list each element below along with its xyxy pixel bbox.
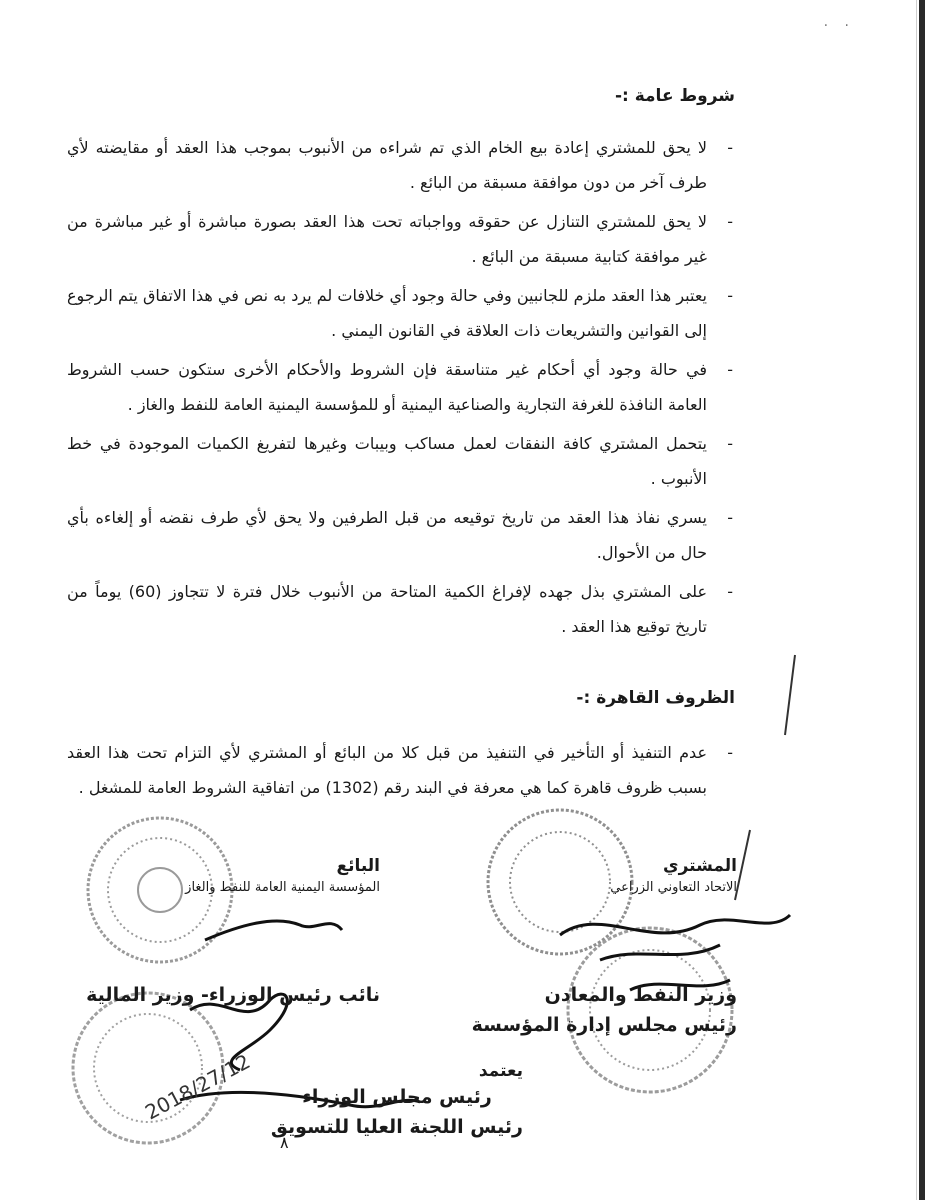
item-text: عدم التنفيذ أو التأخير في التنفيذ من قبل كلا من البائع أو المشتري لأي التزام تحت هذا العقد بسبب ظروف قاهرة كما هي معرفة في البند رقم (1302) من اتفاقية الشروط العامة للمشغل .: [67, 743, 707, 797]
scan-noise: · ·: [823, 18, 855, 34]
bullet: -: [727, 138, 733, 157]
general-terms-heading: شروط عامة :-: [614, 86, 735, 106]
buyer-signatory-line2: رئيس مجلس إدارة المؤسسة: [471, 1014, 737, 1036]
buyer-signature: [560, 915, 790, 990]
bullet: -: [727, 286, 733, 305]
item-text: لا يحق للمشتري إعادة بيع الخام الذي تم شراءه من الأنبوب بموجب هذا العقد أو مقايضته لأي طرف آخر من دون موافقة مسبقة من البائع .: [67, 138, 707, 192]
approval-line1: رئيس مجلس الوزراء: [302, 1086, 492, 1108]
seller-block: [185, 855, 380, 899]
seller-title: البائع: [336, 856, 380, 876]
seller-signatory: [86, 980, 380, 1010]
buyer-title: المشتري: [662, 856, 737, 876]
item-text: يسري نفاذ هذا العقد من تاريخ توقيعه من قبل الطرفين ولا يحق لأي طرف نقضه أو إلغاءه بأي حال من الأحوال.: [67, 508, 707, 562]
buyer-org: الاتحاد التعاوني الزراعي: [610, 880, 737, 895]
bullet: -: [727, 360, 733, 379]
date-stamp: [73, 993, 223, 1143]
approval-title: يعتمد: [478, 1061, 523, 1081]
bullet: -: [727, 508, 733, 527]
bullet: -: [727, 434, 733, 453]
buyer-block: [610, 855, 737, 899]
item-text: يعتبر هذا العقد ملزم للجانبين وفي حالة وجود أي خلافات لم يرد به نص في هذا الاتفاق يتم الرجوع إلى القوانين والتشريعات ذات العلاقة في القانون اليمني .: [67, 286, 707, 340]
bullet: -: [727, 582, 733, 601]
item-text: في حالة وجود أي أحكام غير متناسقة فإن الشروط والأحكام الأخرى ستكون حسب الشروط العامة النافذة للغرفة التجارية والصناعية اليمنية أو للمؤسسة اليمنية العامة للنفط والغاز .: [67, 360, 707, 414]
page-number: ٨: [280, 1133, 289, 1152]
margin-marks: [735, 655, 795, 900]
buyer-signatory: [472, 980, 737, 1040]
bullet: -: [727, 743, 733, 762]
item-text: يتحمل المشتري كافة النفقات لعمل مساكب وبيبات وغيرها لتفريغ الكميات الموجودة في خط الأنبوب .: [67, 434, 707, 488]
buyer-signatory-line1: وزير النفط والمعادن: [544, 984, 737, 1006]
seller-signatory-line: نائب رئيس الوزراء- وزير المالية: [86, 984, 380, 1006]
approval-line2: رئيس اللجنة العليا للتسويق: [270, 1116, 523, 1138]
bullet: -: [727, 212, 733, 231]
stamp-date-text: 2018/27/12: [141, 1049, 255, 1125]
item-text: على المشتري بذل جهده لإفراغ الكمية المتاحة من الأنبوب خلال فترة لا تتجاوز (60) يوماً من تاريخ توقيع هذا العقد .: [67, 582, 707, 636]
approval-block: [271, 1060, 523, 1142]
item-text: لا يحق للمشتري التنازل عن حقوقه وواجباته تحت هذا العقد بصورة مباشرة أو غير مباشرة من غير موافقة كتابية مسبقة من البائع .: [67, 212, 707, 266]
seller-org: المؤسسة اليمنية العامة للنفط والغاز: [185, 880, 380, 895]
force-majeure-heading: الظروف القاهرة :-: [576, 688, 735, 708]
